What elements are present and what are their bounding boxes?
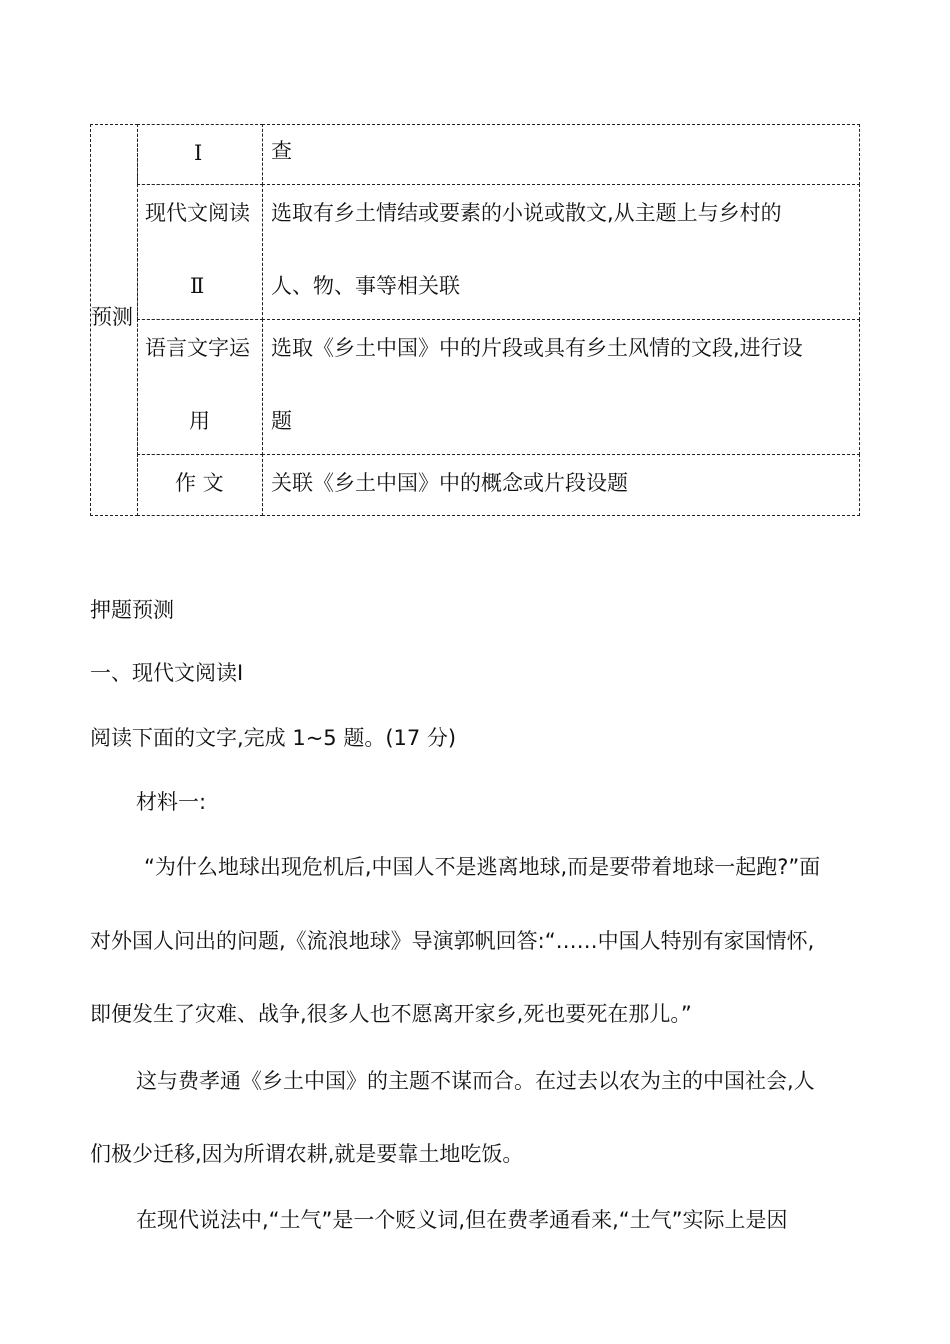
- paragraph-line: 这与费孝通《乡土中国》的主题不谋而合。在过去以农为主的中国社会,人: [136, 1069, 815, 1093]
- row3-col1: [137, 319, 263, 455]
- paragraph-line: 对外国人问出的问题,《流浪地球》导演郭帆回答:“……中国人特别有家国情怀,: [90, 929, 815, 953]
- row1-col2: [262, 124, 860, 185]
- row4-col1: [137, 454, 263, 516]
- side-label-cell: [90, 124, 138, 516]
- row1-col1: [137, 124, 263, 185]
- heading: 押题预测: [90, 598, 174, 622]
- row1-label: Ⅰ: [194, 141, 203, 165]
- row3-label-line1: 语言文字运: [145, 336, 250, 360]
- row4-label: 作 文: [175, 471, 224, 495]
- row2-desc-line2: 人、物、事等相关联: [271, 274, 460, 298]
- material-label: 材料一:: [136, 790, 207, 814]
- row3-col2: [262, 319, 860, 455]
- paragraph-line: 在现代说法中,“土气”是一个贬义词,但在费孝通看来,“土气”实际上是因: [136, 1208, 788, 1232]
- paragraph-line: “为什么地球出现危机后,中国人不是逃离地球,而是要带着地球一起跑?”面: [144, 855, 821, 879]
- exam-prediction-table: [90, 124, 860, 516]
- paragraph-line: 们极少迁移,因为所谓农耕,就是要靠土地吃饭。: [90, 1142, 524, 1166]
- row3-label-line2: 用: [189, 409, 210, 433]
- row2-col1: [137, 184, 263, 320]
- row1-desc-line1: 查: [271, 139, 292, 163]
- row2-label-line2: Ⅱ: [190, 274, 205, 298]
- side-label: 预测: [91, 305, 133, 329]
- row2-col2: [262, 184, 860, 320]
- paragraph-line: 即便发生了灾难、战争,很多人也不愿离开家乡,死也要死在那儿。”: [90, 1002, 692, 1026]
- row2-label-line1: 现代文阅读: [145, 201, 250, 225]
- section-title: 一、现代文阅读Ⅰ: [90, 661, 244, 685]
- instruction: 阅读下面的文字,完成 1~5 题。(17 分): [90, 726, 457, 750]
- row3-desc-line1: 选取《乡土中国》中的片段或具有乡土风情的文段,进行设: [271, 336, 803, 360]
- row2-desc-line1: 选取有乡土情结或要素的小说或散文,从主题上与乡村的: [271, 201, 782, 225]
- row4-col2: [262, 454, 860, 516]
- row3-desc-line2: 题: [271, 409, 292, 433]
- row4-desc-line1: 关联《乡土中国》中的概念或片段设题: [271, 471, 628, 495]
